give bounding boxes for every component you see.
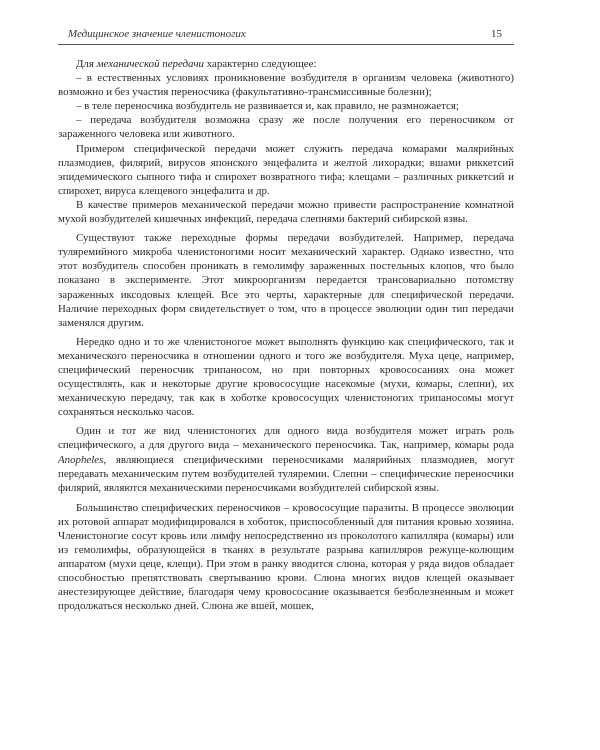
text-span: – в теле переносчика возбудитель не развивается и, как правило, не размножается;	[76, 100, 459, 113]
text-span: Нередко одно и то же членистоногое может выполнять функцию как специфического, так и механического переносчика в отношении одного и того же возбудителя. Муха цеце, например, специфический переносчик трипаносом, но при повторных кровососаниях она может осуществлять, как и некоторые другие кровососущие насекомые (мухи, комары, слепни), их механическую передачу, так как в хоботке кровососущих членистоногих трипаносомы могут сохраняться несколько часов.	[58, 335, 514, 419]
book-page	[58, 28, 514, 728]
italic-term: Anopheles	[58, 453, 104, 466]
list-item-2	[58, 99, 514, 113]
text-span: В качестве примеров механической передачи можно привести распространение комнатной мухой возбудителей кишечных инфекций, передача слепнями бактерий сибирской язвы.	[58, 198, 514, 226]
running-header	[58, 28, 514, 45]
text-span: характерно следующее:	[203, 58, 317, 70]
text-span: Примером специфической передачи может служить передача комарами малярийных плазмодиев, филярий, вирусов японского энцефалита и желтой лихорадки; вшами риккетсий эпидемического сыпного тифа и спирохет возвратного тифа; клещами – различных риккетсий и спирохет, вируса клещевого энцефалита и др.	[58, 142, 514, 197]
running-title: Медицинское значение членистоногих	[68, 28, 246, 40]
paragraph-mechanical-examples	[58, 198, 514, 226]
page-number: 15	[491, 28, 502, 40]
text-span: Большинство специфических переносчиков – кровососущие паразиты. В процессе эволюции их ротовой аппарат модифицировался в хоботок, приспособленный для питания кровью хозяина. Членистоногие сосут кровь или лимфу непосредственно из проколотого капилляра (комары) или из гемолимфы, образующейся в тканях в результате разрыва капилляров режуще-колющим аппаратом (мухи цеце, клещи). При этом в ранку вводится слюна, которая у ряда видов обладает способностью препятствовать свертыванию крови. Слюна многих видов клещей оказывает анестезирующее действие, благодаря чему кровососание оказывается безболезненным и может продолжаться несколько дней. Слюна же вшей, мошек,	[58, 501, 514, 613]
text-span: Существуют также переходные формы передачи возбудителей. Например, передача туляремийного микроба членистоногими носит механический характер. Однако известно, что этот возбудитель способен проникать в гемолимфу зараженных постельных клопов, что было показано в эксперименте. Этот микроорганизм передается трансовариально потомству зараженных иксодовых клещей. Все это черты, характерные для специфической передачи. Наличие переходных форм свидетельствует о том, что в процессе эволюции один тип передачи заменялся другим.	[58, 232, 514, 329]
paragraph-transitional-forms	[58, 231, 514, 330]
text-span: – передача возбудителя возможна сразу же после получения его переносчиком от зараженного человека или животного.	[58, 114, 514, 141]
paragraph-bloodsucking	[58, 501, 514, 614]
list-item-1	[58, 71, 514, 99]
paragraph-dual-role	[58, 335, 514, 420]
paragraph-anopheles	[58, 424, 514, 494]
text-span: – в естественных условиях проникновение возбудителя в организм человека (животного) возможно и без участия переносчика (факультативно-трансмиссивные болезни);	[58, 72, 514, 99]
italic-term: механической передачи	[96, 58, 204, 70]
text-span: Для	[76, 58, 97, 70]
text-span: , являющиеся специфическими переносчиками малярийных плазмодиев, могут передавать механическим путем возбудителей туляремии. Слепни – специфические переносчики филярий, являются механическими переносчиками возбудителей сибирской язвы.	[58, 453, 514, 494]
list-item-3	[58, 113, 514, 141]
paragraph-intro	[58, 57, 514, 71]
page-body	[58, 57, 514, 614]
text-span: Один и тот же вид членистоногих для одного вида возбудителя может играть роль специфического, а для другого вида – механического переносчика. Так, например, комары рода	[58, 425, 514, 452]
paragraph-specific-examples	[58, 142, 514, 198]
